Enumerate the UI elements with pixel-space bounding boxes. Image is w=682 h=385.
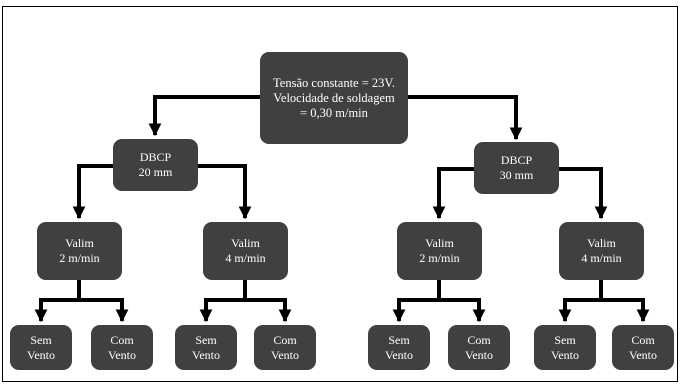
leaf-node-sem-vento	[175, 325, 237, 370]
valim-node	[397, 222, 482, 280]
leaf-label: Com Vento	[271, 332, 299, 362]
leaf-label: Com Vento	[108, 332, 136, 362]
leaf-node-sem-vento	[10, 325, 72, 370]
connector-valim-1-to-leaf-1	[41, 300, 79, 321]
leaf-node-com-vento	[612, 325, 674, 370]
leaf-node-com-vento	[91, 325, 153, 370]
connector-dbcp-30-to-valim-3	[439, 169, 474, 218]
leaf-label: Sem Vento	[551, 332, 579, 362]
leaf-label: Sem Vento	[27, 332, 55, 362]
root-node-label: Tensão constante = 23V. Velocidade de soldagem = 0,30 m/min	[273, 75, 395, 120]
leaf-label: Com Vento	[465, 332, 493, 362]
connector-dbcp-20-to-valim-1	[79, 166, 113, 218]
dbcp-30-node	[474, 142, 559, 194]
leaf-label: Sem Vento	[192, 332, 220, 362]
valim-label: Valim 4 m/min	[581, 236, 622, 265]
valim-node	[559, 222, 644, 280]
leaf-label: Sem Vento	[385, 332, 413, 362]
leaf-node-com-vento	[254, 325, 316, 370]
valim-label: Valim 2 m/min	[419, 236, 460, 265]
dbcp-20-label: DBCP 20 mm	[138, 150, 173, 179]
leaf-node-com-vento	[448, 325, 510, 370]
leaf-node-sem-vento	[368, 325, 430, 370]
valim-node	[37, 222, 122, 280]
connector-valim-2-to-leaf-3	[206, 300, 245, 321]
connector-root-to-dbcp-20	[155, 97, 260, 135]
dbcp-20-node	[113, 139, 198, 191]
connector-valim-1-to-leaf-2	[79, 300, 122, 321]
leaf-node-sem-vento	[534, 325, 596, 370]
dbcp-30-label: DBCP 30 mm	[499, 153, 534, 182]
connector-root-to-dbcp-30	[408, 97, 516, 139]
valim-node	[203, 222, 288, 280]
valim-label: Valim 2 m/min	[59, 236, 100, 265]
connector-valim-3-to-leaf-6	[439, 300, 479, 321]
leaf-label: Com Vento	[629, 332, 657, 362]
connector-valim-4-to-leaf-7	[565, 300, 601, 321]
connector-dbcp-20-to-valim-2	[198, 166, 245, 218]
connector-valim-3-to-leaf-5	[399, 300, 439, 321]
valim-label: Valim 4 m/min	[225, 236, 266, 265]
root-node	[260, 52, 408, 144]
connector-valim-2-to-leaf-4	[245, 300, 285, 321]
connector-dbcp-30-to-valim-4	[559, 169, 601, 218]
connector-valim-4-to-leaf-8	[601, 300, 643, 321]
